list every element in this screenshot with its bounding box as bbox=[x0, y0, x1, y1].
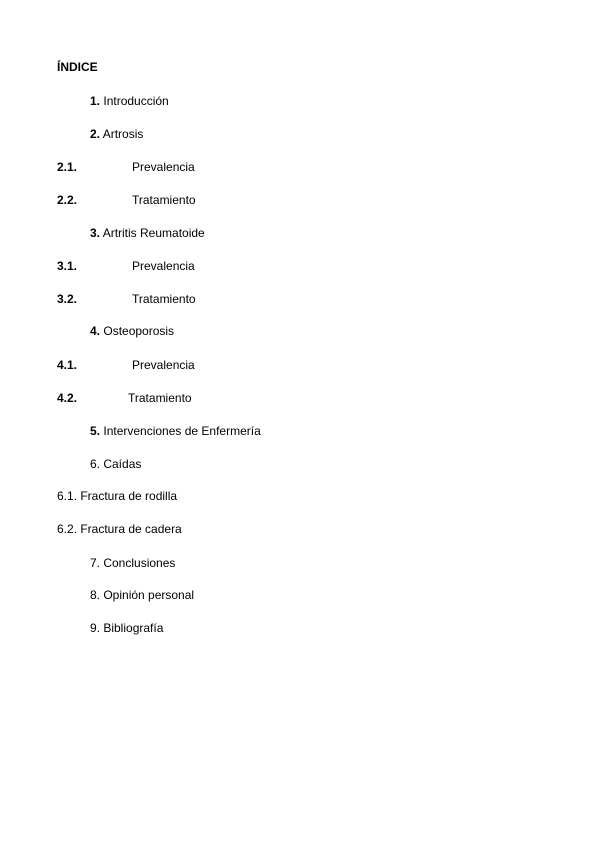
toc-subentry-label: Prevalencia bbox=[132, 160, 195, 174]
toc-subentry-number: 2.1. bbox=[57, 160, 78, 174]
toc-entry-conclusiones: 7. Conclusiones bbox=[90, 556, 176, 570]
toc-entry-number: 2. bbox=[90, 127, 101, 141]
toc-entry-number: 5. bbox=[90, 424, 101, 438]
toc-entry-intervenciones bbox=[90, 423, 261, 439]
toc-entry-artrosis bbox=[90, 126, 143, 142]
toc-entry-label: Intervenciones de Enfermería bbox=[103, 424, 261, 438]
toc-entry-fractura-rodilla: 6.1. Fractura de rodilla bbox=[57, 489, 178, 503]
toc-subentry-number: 4.1. bbox=[57, 358, 78, 372]
toc-subentry-label: Tratamiento bbox=[132, 193, 196, 207]
index-title: ÍNDICE bbox=[57, 60, 98, 74]
toc-subentry-number: 3.1. bbox=[57, 259, 78, 273]
toc-entry-opinion-personal: 8. Opinión personal bbox=[90, 588, 195, 602]
toc-subentry-number: 3.2. bbox=[57, 292, 78, 306]
toc-entry-osteoporosis bbox=[90, 323, 174, 339]
toc-entry-bibliografia: 9. Bibliografía bbox=[90, 621, 164, 635]
toc-entry-fractura-cadera: 6.2. Fractura de cadera bbox=[57, 522, 182, 536]
toc-entry-caidas: 6. Caídas bbox=[90, 457, 142, 471]
toc-subentry-number: 4.2. bbox=[57, 391, 78, 405]
toc-entry-label: Introducción bbox=[103, 94, 169, 108]
toc-entry-artritis-reumatoide bbox=[90, 225, 205, 241]
toc-entry-number: 4. bbox=[90, 324, 101, 338]
toc-entry-label: Artritis Reumatoide bbox=[102, 226, 205, 240]
toc-entry-number: 3. bbox=[90, 226, 101, 240]
toc-entry-label: Artrosis bbox=[102, 127, 144, 141]
toc-subentry-label: Tratamiento bbox=[128, 391, 192, 405]
toc-subentry-label: Tratamiento bbox=[132, 292, 196, 306]
toc-entry-introduccion bbox=[90, 93, 169, 109]
toc-subentry-label: Prevalencia bbox=[132, 358, 195, 372]
toc-subentry-number: 2.2. bbox=[57, 193, 78, 207]
toc-entry-label: Osteoporosis bbox=[103, 324, 175, 338]
toc-entry-number: 1. bbox=[90, 94, 101, 108]
toc-subentry-label: Prevalencia bbox=[132, 259, 195, 273]
